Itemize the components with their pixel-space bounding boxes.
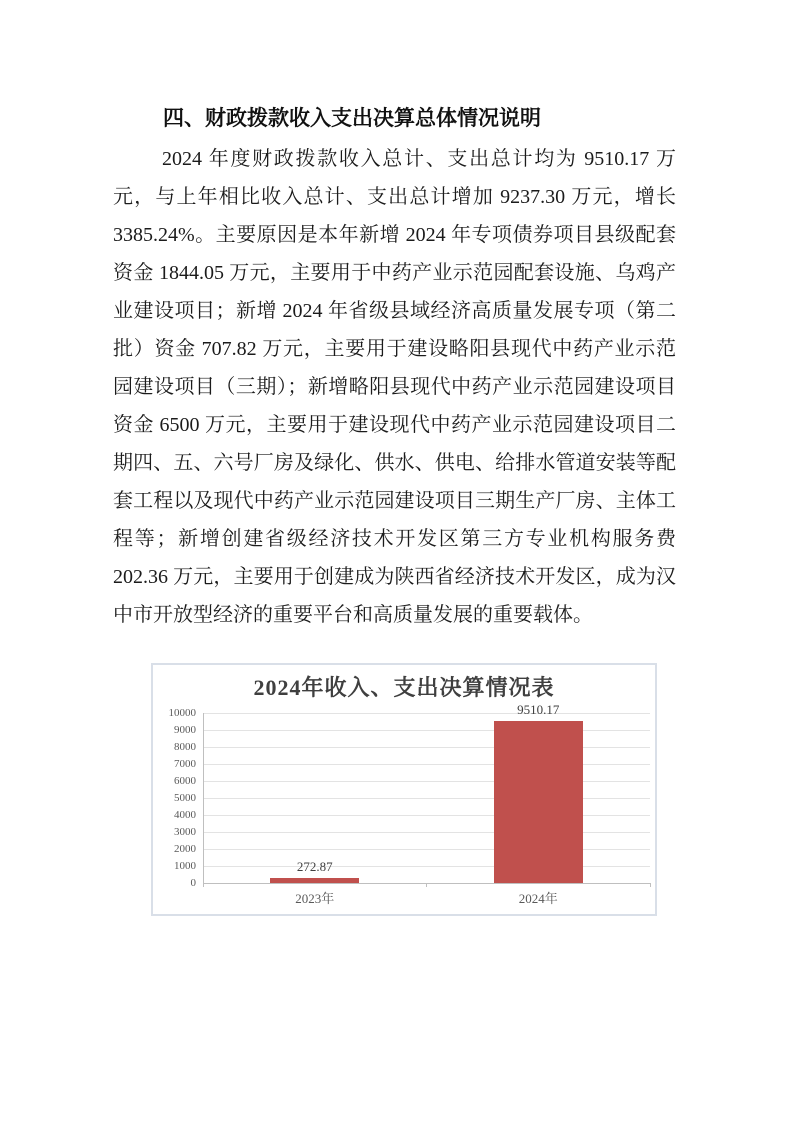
gridline (203, 747, 650, 748)
budget-bar-chart (151, 663, 657, 916)
y-tick-label: 10000 (168, 707, 196, 719)
y-axis-line (203, 713, 204, 883)
fiscal-summary-section (113, 104, 676, 634)
x-axis-tick (426, 883, 427, 887)
gridline (203, 849, 650, 850)
x-tick-label: 2023年 (295, 891, 335, 906)
chart-bar (270, 878, 359, 883)
y-tick-label: 2000 (174, 843, 196, 855)
chart-bar (494, 721, 583, 883)
y-tick-label: 9000 (174, 724, 196, 736)
bar-value-label: 9510.17 (517, 702, 560, 718)
body-paragraph: 2024 年度财政拨款收入总计、支出总计均为 9510.17 万元，与上年相比收入总计、支出总计增加 9237.30 万元，增长 3385.24%。主要原因是本年新增 2024 年专项债券项目县级配套资金 1844.05 万元，主要用于中药产业示范园配套设施、乌鸡产业建设项目；新增 2024 年省级县域经济高质量发展专项（第二批）资金 707.82 万元，主要用于建设略阳县现代中药产业示范园建设项目（三期）；新增略阳县现代中药产业示范园建设项目资金 6500 万元，主要用于建设现代中药产业示范园建设项目二期四、五、六号厂房及绿化、供水、供电、给排水管道安装等配套工程以及现代中药产业示范园建设项目三期生产厂房、主体工程等；新增创建省级经济技术开发区第三方专业机构服务费 202.36 万元，主要用于创建成为陕西省经济技术开发区，成为汉中市开放型经济的重要平台和高质量发展的重要载体。 (113, 148, 676, 626)
y-tick-label: 6000 (174, 775, 196, 787)
y-tick-label: 5000 (174, 792, 196, 804)
y-tick-label: 0 (190, 877, 196, 889)
gridline (203, 781, 650, 782)
gridline (203, 764, 650, 765)
chart-title: 2024年收入、支出决算情况表 (253, 675, 555, 700)
bar-value-label: 272.87 (296, 859, 333, 875)
y-tick-label: 3000 (174, 826, 196, 838)
y-tick-label: 8000 (174, 741, 196, 753)
gridline (203, 832, 650, 833)
section-heading: 四、财政拨款收入支出决算总体情况说明 (163, 107, 541, 130)
x-axis-tick (203, 883, 204, 887)
x-tick-label: 2024年 (518, 891, 558, 906)
y-tick-label: 7000 (174, 758, 196, 770)
gridline (203, 815, 650, 816)
gridline (203, 798, 650, 799)
y-tick-label: 1000 (174, 860, 196, 872)
gridline (203, 730, 650, 731)
x-axis-tick (650, 883, 651, 887)
chart-plot-area (168, 702, 650, 906)
y-tick-label: 4000 (174, 809, 196, 821)
